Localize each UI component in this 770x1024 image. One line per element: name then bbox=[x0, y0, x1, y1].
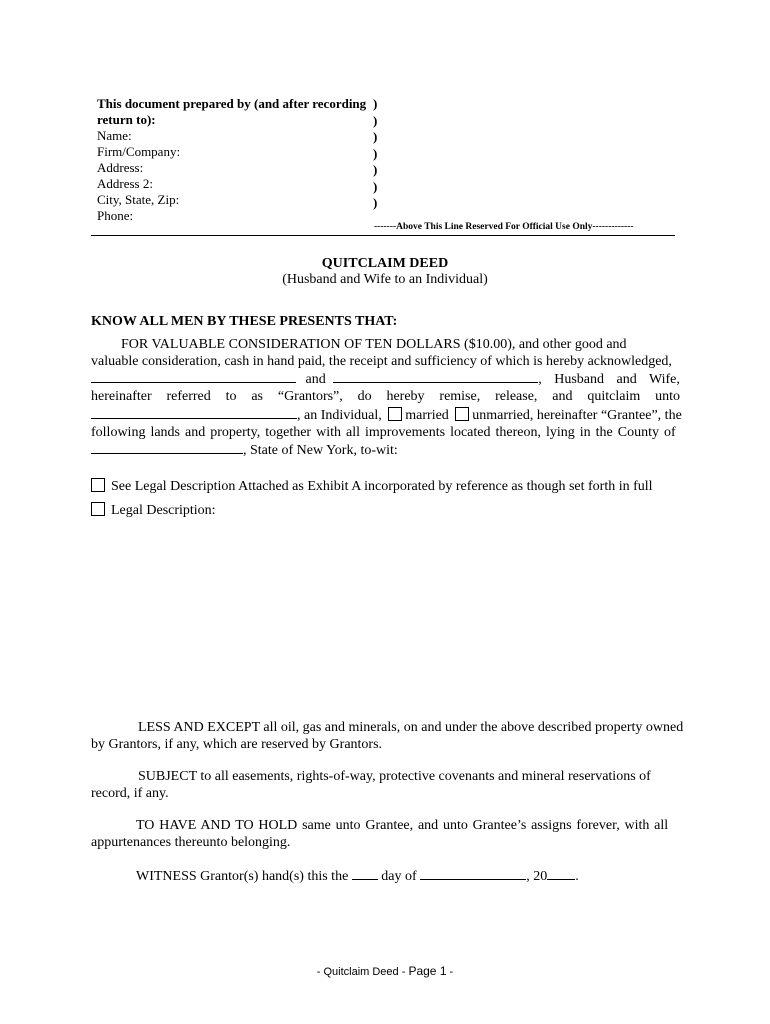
subject-to-paragraph: SUBJECT to all easements, rights-of-way, protective covenants and mineral reservations of record, if any. bbox=[91, 769, 651, 801]
consideration-line-6: following lands and property, together with all improvements located thereon, lying in the County of bbox=[91, 424, 676, 440]
phone-label: Phone: bbox=[97, 208, 134, 223]
paren: ) bbox=[373, 145, 378, 161]
document-title: QUITCLAIM DEED bbox=[321, 256, 449, 271]
header-parentheses bbox=[373, 96, 377, 212]
page-number: Page 1 bbox=[408, 964, 447, 978]
grantor2-name-blank[interactable] bbox=[333, 370, 538, 383]
consideration-line-5: , an Individual, married unmarried, hereinafter “Grantee”, the bbox=[91, 406, 680, 425]
paren: ) bbox=[373, 162, 378, 177]
know-all-men-heading: KNOW ALL MEN BY THESE PRESENTS THAT: bbox=[91, 314, 398, 329]
grantor1-name-blank[interactable] bbox=[91, 370, 296, 383]
page-footer: - Quitclaim Deed - Page 1 - bbox=[316, 964, 454, 978]
legal-description-row bbox=[91, 502, 216, 519]
consideration-line-2: valuable consideration, cash in hand paid, the receipt and sufficiency of which is hereby acknowledged, bbox=[91, 353, 672, 369]
address2-label: Address 2: bbox=[97, 176, 153, 191]
recording-divider bbox=[91, 235, 675, 236]
firm-company-label: Firm/Company: bbox=[97, 144, 181, 159]
exhibit-a-label: See Legal Description Attached as Exhibit A incorporated by reference as though set forth in full bbox=[111, 479, 653, 494]
married-checkbox[interactable] bbox=[388, 407, 402, 421]
name-label: Name: bbox=[97, 128, 132, 143]
prepared-by-block bbox=[97, 96, 372, 224]
consideration-line-4: hereinafter referred to as “Grantors”, do hereby remise, release, and quitclaim unto bbox=[91, 389, 680, 405]
paren: ) bbox=[373, 129, 378, 144]
consideration-line-3: and , Husband and Wife, bbox=[91, 370, 680, 389]
witness-line: WITNESS Grantor(s) hand(s) this the day of , 20 . bbox=[136, 869, 579, 884]
paren: ) bbox=[373, 96, 378, 111]
consideration-paragraph bbox=[91, 337, 680, 460]
paren: ) bbox=[373, 178, 378, 194]
consideration-line-1: FOR VALUABLE CONSIDERATION OF TEN DOLLARS ($10.00), and other good and bbox=[121, 337, 627, 352]
legal-description-checkbox[interactable] bbox=[91, 502, 105, 516]
consideration-line-7: , State of New York, to-wit: bbox=[91, 441, 680, 460]
return-to-heading: return to): bbox=[97, 112, 156, 127]
city-state-zip-label: City, State, Zip: bbox=[97, 192, 180, 207]
document-subtitle: (Husband and Wife to an Individual) bbox=[282, 272, 488, 287]
unmarried-checkbox[interactable] bbox=[455, 407, 469, 421]
reserved-line-note: -------Above This Line Reserved For Official Use Only------------- bbox=[374, 222, 634, 232]
prepared-by-heading: This document prepared by (and after recording bbox=[97, 96, 367, 111]
month-blank[interactable] bbox=[420, 867, 526, 880]
year-blank[interactable] bbox=[547, 867, 575, 880]
day-blank[interactable] bbox=[352, 867, 378, 880]
address-label: Address: bbox=[97, 160, 144, 175]
habendum-paragraph: TO HAVE AND TO HOLD same unto Grantee, and unto Grantee’s assigns forever, with all appurtenances thereunto belonging. bbox=[91, 818, 669, 850]
county-blank[interactable] bbox=[91, 441, 243, 454]
exhibit-option-row bbox=[91, 478, 653, 495]
legal-description-label: Legal Description: bbox=[111, 503, 216, 518]
exhibit-a-checkbox[interactable] bbox=[91, 478, 105, 492]
paren: ) bbox=[373, 112, 378, 128]
less-and-except-paragraph: LESS AND EXCEPT all oil, gas and minerals, on and under the above described property owned by Grantors, if any, which are reserved by Grantors. bbox=[91, 720, 684, 752]
paren: ) bbox=[373, 195, 378, 210]
grantee-name-blank[interactable] bbox=[91, 406, 297, 419]
